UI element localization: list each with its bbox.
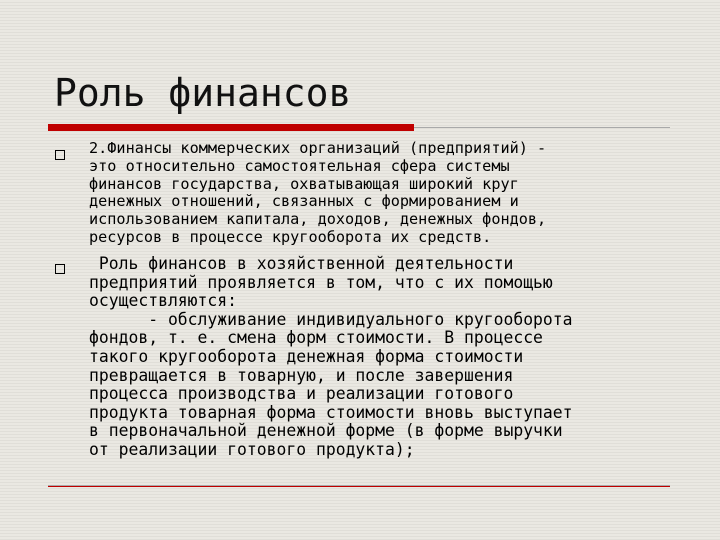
footer-rule-red <box>48 486 670 487</box>
slide-title: Роль финансов <box>54 71 352 115</box>
hollow-square-bullet-icon <box>55 150 65 160</box>
title-underline-red <box>48 124 414 131</box>
bullet-text: 2.Финансы коммерческих организаций (предприятий) - это относительно самостоятельная сфера системы финансов государства, охватывающая широкий круг денежных отношений, связанных с формированием и использованием капитала, доходов, денежных фондов, ресурсов в процессе кругооборота их средств. <box>89 139 547 246</box>
bullet-text: Роль финансов в хозяйственной деятельности предприятий проявляется в том, что с их помощью осуществляются: - обслуживание индивидуального кругооборота фондов, т. е. смена форм стоимости. В процессе такого кругооборота денежная форма стоимости превращается в товарную, и после завершения процесса производства и реализации готового продукта товарная форма стоимости вновь выступает в первоначальной денежной форме (в форме выручки от реализации готового продукта); <box>89 254 573 459</box>
hollow-square-bullet-icon <box>55 264 65 274</box>
